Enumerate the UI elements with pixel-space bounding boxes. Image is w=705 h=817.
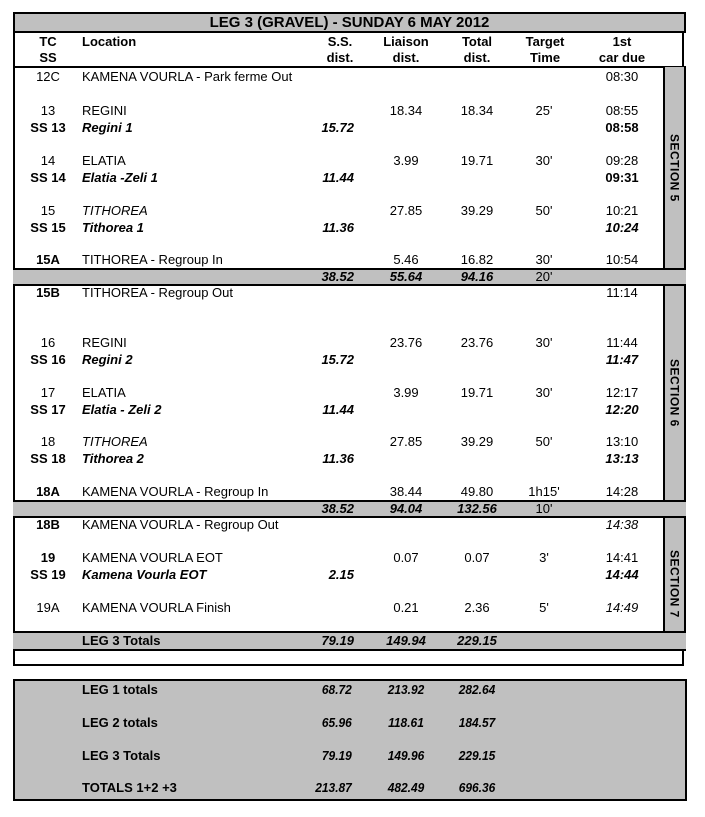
header-ss-line2: dist. — [326, 50, 354, 65]
header-target-line1: Target — [525, 34, 565, 49]
row-tgt-cell: 50' — [535, 203, 553, 218]
row-li-cell: 27.85 — [389, 434, 423, 449]
row-tgt-cell: 30' — [535, 252, 553, 267]
summary-ss-cell: 65.96 — [321, 715, 352, 730]
row-tgt-cell: 5' — [539, 600, 549, 615]
row-due-cell: 12:20 — [605, 402, 639, 417]
summary-li-cell: 149.96 — [387, 748, 425, 763]
row-tc-cell: 14 — [40, 153, 56, 168]
summary-label-cell: LEG 1 totals — [82, 682, 158, 697]
row-tgt-cell: 3' — [539, 550, 549, 565]
header-due-line2: car due — [598, 50, 646, 65]
section-5-band — [663, 67, 686, 269]
row-li-cell: 0.21 — [393, 600, 419, 615]
header-total-line1: Total — [461, 34, 493, 49]
row-due-cell: 14:38 — [605, 517, 639, 532]
row-tc-cell: SS 16 — [30, 352, 66, 367]
leg-totals-ss: 79.19 — [321, 633, 354, 648]
row-loc-cell: Regini 2 — [82, 352, 133, 367]
subtotal-ss-cell: 38.52 — [321, 269, 354, 284]
row-ss-cell: 11.36 — [322, 220, 354, 235]
header-total-line2: dist. — [463, 50, 491, 65]
row-ss-cell: 11.36 — [322, 451, 354, 466]
row-ss-cell: 11.44 — [322, 170, 354, 185]
row-tot-cell: 2.36 — [464, 600, 490, 615]
row-due-cell: 14:28 — [605, 484, 639, 499]
row-loc-cell: KAMENA VOURLA - Regroup In — [82, 484, 269, 499]
subtotal-tot-cell: 132.56 — [457, 501, 497, 516]
header-target-line2: Time — [529, 50, 561, 65]
row-loc-cell: Tithorea 2 — [82, 451, 144, 466]
row-tgt-cell: 1h15' — [528, 484, 560, 499]
subtotal-tgt-cell: 20' — [535, 269, 553, 284]
row-tot-cell: 18.34 — [460, 103, 494, 118]
row-loc-cell: Kamena Vourla EOT — [82, 567, 207, 582]
summary-li-cell: 118.61 — [388, 715, 424, 730]
page-title: LEG 3 (GRAVEL) - SUNDAY 6 MAY 2012 — [13, 12, 686, 33]
row-tc-cell: 18B — [36, 517, 60, 532]
row-li-cell: 5.46 — [393, 252, 419, 267]
row-tc-cell: SS 17 — [30, 402, 66, 417]
row-tgt-cell: 25' — [535, 103, 553, 118]
row-tgt-cell: 50' — [535, 434, 553, 449]
header-tc-line2: SS — [39, 50, 57, 65]
row-tc-cell: SS 13 — [30, 120, 66, 135]
row-li-cell: 3.99 — [393, 153, 419, 168]
summary-tot-cell: 184.57 — [458, 715, 496, 730]
header-tc-line1: TC — [39, 34, 57, 49]
header-ss-line1: S.S. — [327, 34, 353, 49]
row-tot-cell: 19.71 — [460, 153, 494, 168]
row-tot-cell: 0.07 — [464, 550, 490, 565]
section-6-label: SECTION 6 — [667, 359, 682, 427]
row-due-cell: 09:28 — [605, 153, 639, 168]
row-ss-cell: 11.44 — [322, 402, 354, 417]
row-tc-cell: 18A — [36, 484, 60, 499]
header-liaison-line2: dist. — [392, 50, 420, 65]
row-tc-cell: 16 — [40, 335, 56, 350]
section-5-label: SECTION 5 — [667, 134, 682, 202]
header-liaison-line1: Liaison — [383, 34, 429, 49]
row-ss-cell: 15.72 — [321, 352, 354, 367]
row-tot-cell: 49.80 — [460, 484, 494, 499]
row-loc-cell: Elatia -Zeli 1 — [82, 170, 158, 185]
row-li-cell: 18.34 — [389, 103, 423, 118]
row-due-cell: 14:44 — [605, 567, 639, 582]
subtotal-li-cell: 94.04 — [389, 501, 423, 516]
row-tot-cell: 39.29 — [460, 434, 494, 449]
row-due-cell: 08:30 — [605, 69, 639, 84]
row-tc-cell: SS 15 — [30, 220, 66, 235]
row-tot-cell: 23.76 — [460, 335, 494, 350]
row-loc-cell: KAMENA VOURLA - Park ferme Out — [82, 69, 293, 84]
leg-totals-label: LEG 3 Totals — [82, 633, 161, 648]
row-due-cell: 10:54 — [605, 252, 639, 267]
subtotal-tot-cell: 94.16 — [460, 269, 494, 284]
row-tc-cell: 19A — [36, 600, 60, 615]
row-due-cell: 12:17 — [605, 385, 639, 400]
summary-tot-cell: 282.64 — [458, 682, 496, 697]
header-due — [582, 34, 662, 66]
summary-ss-cell: 213.87 — [315, 780, 352, 795]
row-tgt-cell: 30' — [535, 335, 553, 350]
row-tc-cell: SS 19 — [30, 567, 66, 582]
row-tc-cell: 18 — [40, 434, 56, 449]
header-divider — [13, 66, 686, 68]
summary-li-cell: 213.92 — [387, 682, 425, 697]
row-tc-cell: 13 — [40, 103, 56, 118]
row-tot-cell: 39.29 — [460, 203, 494, 218]
summary-label-cell: LEG 2 totals — [82, 715, 158, 730]
row-li-cell: 38.44 — [389, 484, 423, 499]
row-loc-cell: Regini 1 — [82, 120, 133, 135]
row-loc-cell: KAMENA VOURLA EOT — [82, 550, 223, 565]
row-due-cell: 10:21 — [605, 203, 639, 218]
row-tc-cell: 15A — [36, 252, 60, 267]
subtotal-tgt-cell: 10' — [535, 501, 553, 516]
section-7-label: SECTION 7 — [667, 549, 682, 618]
row-li-cell: 23.76 — [389, 335, 423, 350]
summary-label-cell: LEG 3 Totals — [82, 748, 161, 763]
subtotal-li-cell: 55.64 — [389, 269, 423, 284]
header-liaison — [376, 34, 436, 66]
row-due-cell: 13:10 — [605, 434, 639, 449]
row-tc-cell: 15 — [40, 203, 56, 218]
header-ss-dist — [310, 34, 370, 66]
row-loc-cell: REGINI — [82, 103, 127, 118]
summary-tot-cell: 229.15 — [458, 748, 496, 763]
header-tc — [18, 34, 78, 66]
section-6-band — [663, 285, 686, 501]
row-due-cell: 13:13 — [605, 451, 639, 466]
row-tc-cell: SS 14 — [30, 170, 66, 185]
row-due-cell: 08:58 — [605, 120, 639, 135]
row-ss-cell: 2.15 — [328, 567, 354, 582]
row-li-cell: 0.07 — [393, 550, 419, 565]
row-loc-cell: Elatia - Zeli 2 — [82, 402, 162, 417]
row-due-cell: 11:44 — [606, 335, 638, 350]
row-due-cell: 08:55 — [605, 103, 639, 118]
row-due-cell: 14:41 — [605, 550, 639, 565]
leg-totals-li: 149.94 — [386, 633, 426, 648]
row-tc-cell: 19 — [40, 550, 56, 565]
summary-ss-cell: 79.19 — [321, 748, 352, 763]
row-due-cell: 11:47 — [605, 352, 639, 367]
row-loc-cell: KAMENA VOURLA - Regroup Out — [82, 517, 279, 532]
row-loc-cell: TITHOREA - Regroup Out — [82, 285, 233, 300]
header-target — [515, 34, 575, 66]
header-total — [447, 34, 507, 66]
subtotal-ss-cell: 38.52 — [321, 501, 354, 516]
row-tc-cell: 12C — [36, 69, 60, 84]
header-due-line1: 1st — [612, 34, 632, 49]
row-loc-cell: KAMENA VOURLA Finish — [82, 600, 231, 615]
row-tot-cell: 19.71 — [460, 385, 494, 400]
row-loc-cell: ELATIA — [82, 385, 126, 400]
header-location: Location — [82, 34, 137, 49]
summary-label-cell: TOTALS 1+2 +3 — [82, 780, 177, 795]
row-tc-cell: 15B — [36, 285, 60, 300]
row-loc-cell: Tithorea 1 — [82, 220, 144, 235]
row-due-cell: 14:49 — [605, 600, 639, 615]
summary-tot-cell: 696.36 — [458, 780, 496, 795]
row-ss-cell: 15.72 — [321, 120, 354, 135]
summary-ss-cell: 68.72 — [321, 682, 352, 697]
row-due-cell: 11:14 — [606, 285, 638, 300]
row-loc-cell: ELATIA — [82, 153, 126, 168]
row-li-cell: 27.85 — [389, 203, 423, 218]
row-due-cell: 09:31 — [605, 170, 639, 185]
row-tc-cell: 17 — [40, 385, 56, 400]
row-li-cell: 3.99 — [393, 385, 419, 400]
row-tgt-cell: 30' — [535, 385, 553, 400]
row-loc-cell: TITHOREA - Regroup In — [82, 252, 223, 267]
row-due-cell: 10:24 — [605, 220, 639, 235]
summary-li-cell: 482.49 — [387, 780, 425, 795]
row-loc-cell: TITHOREA — [82, 434, 148, 449]
row-tot-cell: 16.82 — [460, 252, 494, 267]
row-loc-cell: TITHOREA — [82, 203, 148, 218]
leg-totals-tot: 229.15 — [457, 633, 497, 648]
row-tc-cell: SS 18 — [30, 451, 66, 466]
row-tgt-cell: 30' — [535, 153, 553, 168]
row-loc-cell: REGINI — [82, 335, 127, 350]
